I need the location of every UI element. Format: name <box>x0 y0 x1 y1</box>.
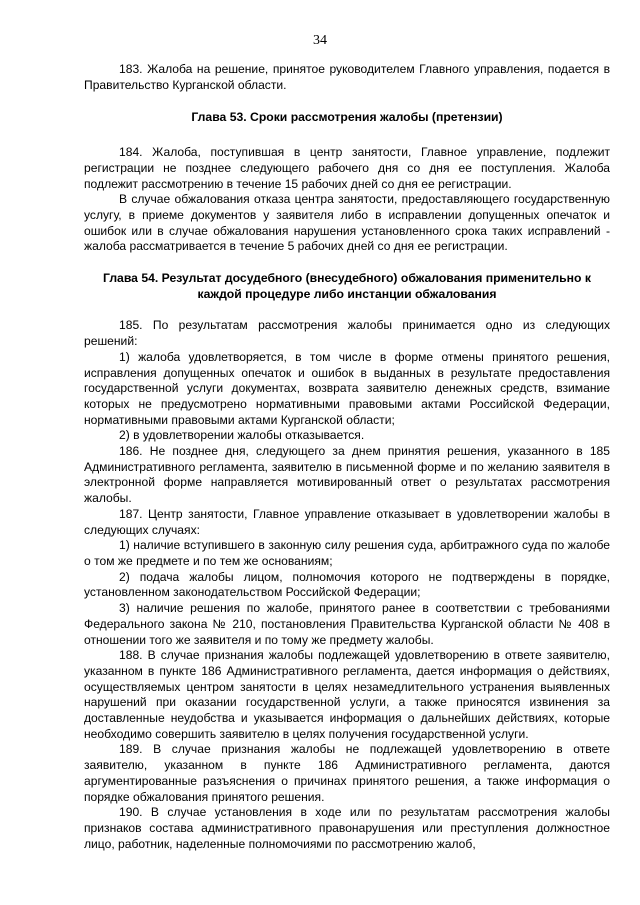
paragraph-185-item-1: 1) жалоба удовлетворяется, в том числе в форме отмены принятого решения, исправления допущенных опечаток и ошибок в выданных в результате предоставления государственной услуги документах, возврата заявителю денежных средств, взимание которых не предусмотрено нормативными правовыми актами Российской Федерации, нормативными правовыми актами Курганской области; <box>84 349 610 427</box>
chapter-53-heading: Глава 53. Сроки рассмотрения жалобы (претензии) <box>191 110 503 125</box>
paragraph-183: 183. Жалоба на решение, принятое руководителем Главного управления, подается в Правительство Курганской области. <box>84 62 610 92</box>
paragraph-187-item-1: 1) наличие вступившего в законную силу решения суда, арбитражного суда по жалобе о том же предмете и по тем же основаниям; <box>84 538 610 568</box>
paragraph-187-item-3: 3) наличие решения по жалобе, принятого ранее в соответствии с требованиями Федерального закона № 210, постановления Правительства Курганской области № 408 в отношении того же заявителя и по тому же предмету жалобы. <box>84 601 610 647</box>
paragraph-184: 184. Жалоба, поступившая в центр занятости, Главное управление, подлежит регистрации не позднее следующего рабочего дня со дня ее поступления. Жалоба подлежит рассмотрению в течение 15 рабочих дней со дня ее регистрации. <box>84 145 610 191</box>
paragraph-188: 188. В случае признания жалобы подлежащей удовлетворению в ответе заявителю, указанном в пункте 186 Административного регламента, дается информация о действиях, осуществляемых центром занятости в целях незамедлительного устранения выявленных нарушений при оказании государственной услуги, а также приносятся извинения за доставленные неудобства и указывается информация о дальнейших действиях, которые необходимо совершить заявителю в целях получения государственной услуги. <box>84 648 610 741</box>
paragraph-186: 186. Не позднее дня, следующего за днем принятия решения, указанного в 185 Административного регламента, заявителю в письменной форме и по желанию заявителя в электронной форме направляется мотивированный ответ о результатах рассмотрения жалобы. <box>84 444 610 506</box>
page-content <box>84 62 610 852</box>
paragraph-184-appeal-refusal: В случае обжалования отказа центра занятости, предоставляющего государственную услугу, в приеме документов у заявителя либо в исправлении допущенных опечаток и ошибок или в случае обжалования нарушения установленного срока таких исправлений - жалоба рассматривается в течение 5 рабочих дней со дня ее регистрации. <box>84 192 610 254</box>
paragraph-185: 185. По результатам рассмотрения жалобы принимается одно из следующих решений: <box>84 318 610 349</box>
paragraph-190: 190. В случае установления в ходе или по результатам рассмотрения жалобы признаков состава административного правонарушения или преступления должностное лицо, работник, наделенные полномочиями по рассмотрению жалоб, <box>84 805 610 851</box>
paragraph-185-item-2: 2) в удовлетворении жалобы отказывается. <box>119 428 365 443</box>
paragraph-189: 189. В случае признания жалобы не подлежащей удовлетворению в ответе заявителю, указанном в пункте 186 Административного регламента, даются аргументированные разъяснения о причинах принятого решения, а также информация о порядке обжалования принятого решения. <box>84 742 610 804</box>
paragraph-187: 187. Центр занятости, Главное управление отказывает в удовлетворении жалобы в следующих случаях: <box>84 506 610 537</box>
page-number: 34 <box>313 33 327 48</box>
chapter-54-heading: Глава 54. Результат досудебного (внесудебного) обжалования применительно к каждой процедуре либо инстанции обжалования <box>103 271 591 301</box>
paragraph-187-item-2: 2) подача жалобы лицом, полномочия которого не подтверждены в порядке, установленном законодательством Российской Федерации; <box>84 569 610 600</box>
